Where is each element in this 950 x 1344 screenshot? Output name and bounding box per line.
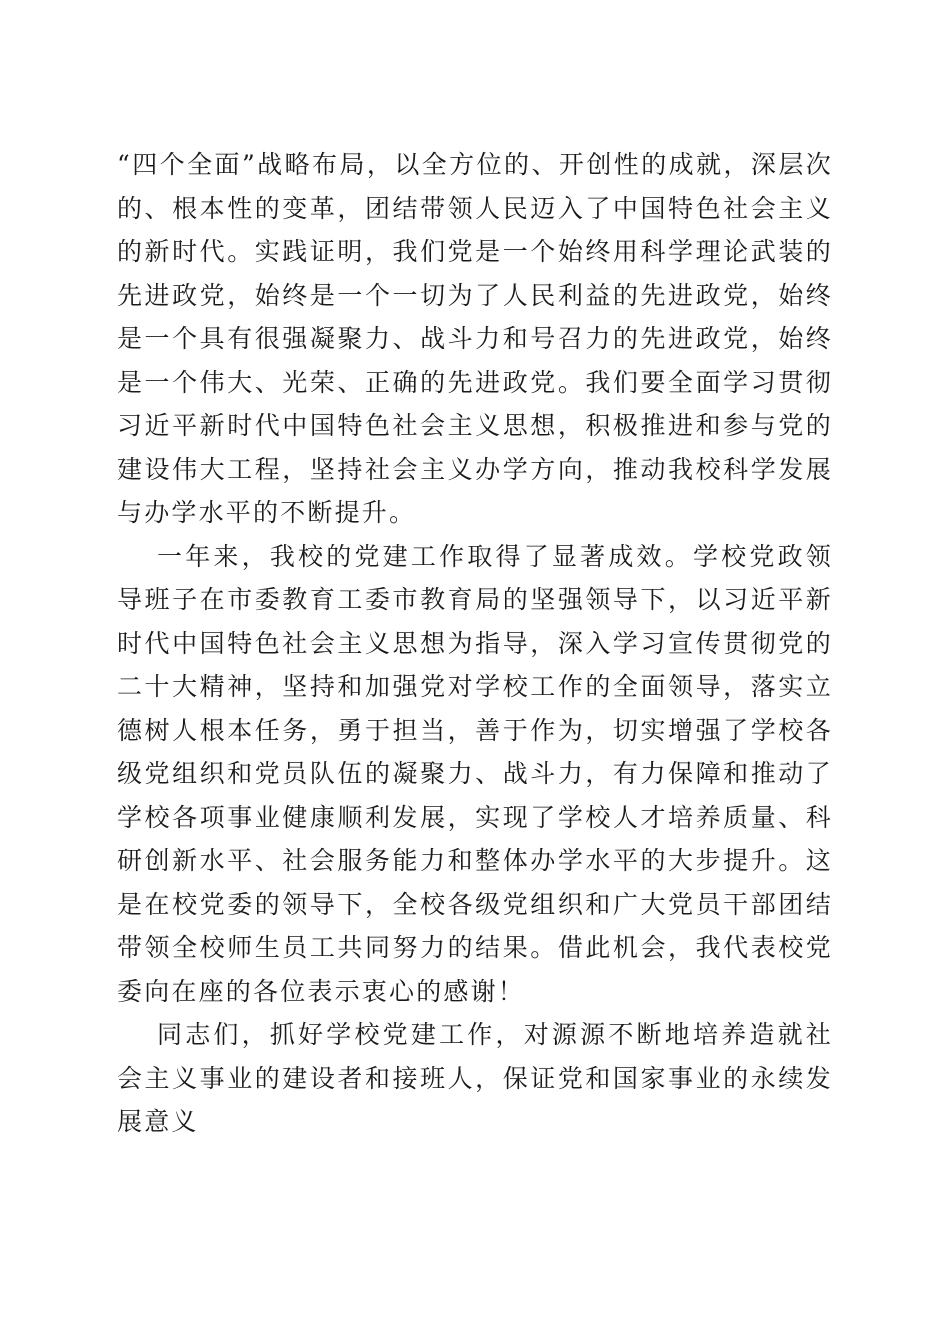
paragraph-comrades: 同志们，抓好学校党建工作，对源源不断地培养造就社会主义事业的建设者和接班人，保证党和国家事业的永续发展意义 <box>117 1020 833 1136</box>
document-body <box>117 143 833 1144</box>
paragraph-party-building-results: 一年来，我校的党建工作取得了显著成效。学校党政领导班子在市委教育工委市教育局的坚强领导下，以习近平新时代中国特色社会主义思想为指导，深入学习宣传贯彻党的二十大精神，坚持和加强党对学校工作的全面领导，落实立德树人根本任务，勇于担当，善于作为，切实增强了学校各级党组织和党员队伍的凝聚力、战斗力，有力保障和推动了学校各项事业健康顺利发展，实现了学校人才培养质量、科研创新水平、社会服务能力和整体办学水平的大步提升。这是在校党委的领导下，全校各级党组织和广大党员干部团结带领全校师生员工共同努力的结果。借此机会，我代表校党委向在座的各位表示衷心的感谢！ <box>117 541 833 1006</box>
paragraph-continuation: “四个全面”战略布局，以全方位的、开创性的成就，深层次的、根本性的变革，团结带领人民迈入了中国特色社会主义的新时代。实践证明，我们党是一个始终用科学理论武装的先进政党，始终是一个一切为了人民利益的先进政党，始终是一个具有很强凝聚力、战斗力和号召力的先进政党，始终是一个伟大、光荣、正确的先进政党。我们要全面学习贯彻习近平新时代中国特色社会主义思想，积极推进和参与党的建设伟大工程，坚持社会主义办学方向，推动我校科学发展与办学水平的不断提升。 <box>117 150 833 527</box>
